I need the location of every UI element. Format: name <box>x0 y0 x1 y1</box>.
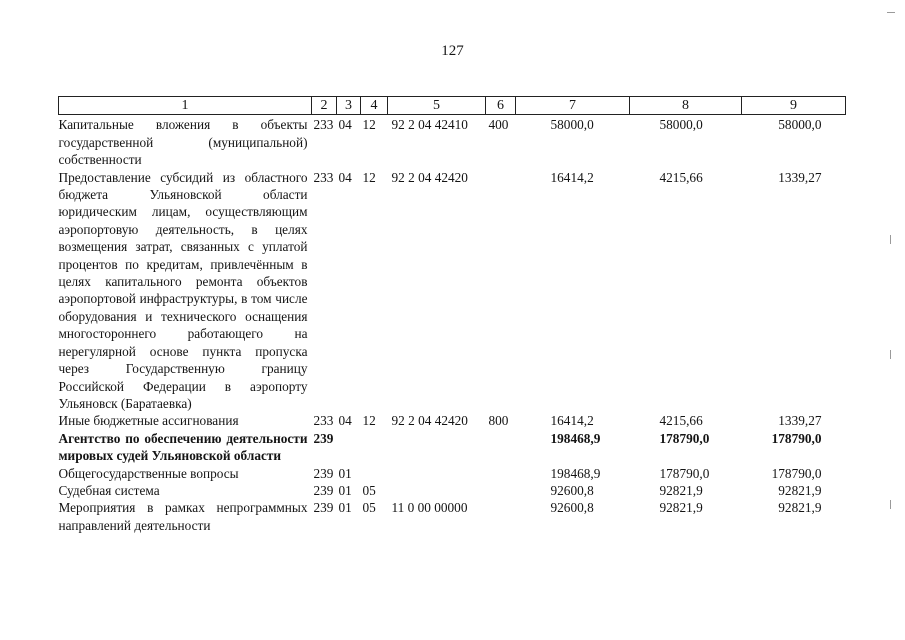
row-value-cell-c9: 1339,27 <box>778 413 822 429</box>
row-value-cell-c6 <box>486 499 516 534</box>
row-value-cell-c7: 16414,2 <box>550 169 594 185</box>
col-header-4: 4 <box>361 97 388 115</box>
row-value-cell-c3: 04 <box>338 169 352 185</box>
row-value-cell-c3: 04 <box>338 117 352 133</box>
row-value-cell-c7: 198468,9 <box>550 430 601 446</box>
row-value-cell-c6: 400 <box>488 117 509 133</box>
table-row <box>59 465 846 482</box>
row-value-cell-c5: 92 2 04 42420 <box>391 169 468 185</box>
row-value-cell-c8: 58000,0 <box>659 117 703 133</box>
row-value-cell-c4 <box>361 430 388 465</box>
col-header-1: 1 <box>59 97 312 115</box>
row-value-cell-c2: 239 <box>313 465 334 481</box>
row-value-cell-c5 <box>388 482 486 499</box>
row-value-cell-c3: 01 <box>338 482 352 498</box>
row-name-cell: Иные бюджетные ассигнования <box>58 413 239 429</box>
row-value-cell-c5: 11 0 00 00000 <box>391 500 468 516</box>
row-value-cell-c8: 178790,0 <box>659 465 710 481</box>
row-name-cell: Судебная система <box>58 482 160 498</box>
table-row <box>59 482 846 499</box>
row-value-cell-c8: 92821,9 <box>659 500 703 516</box>
row-value-cell-c9: 178790,0 <box>771 430 822 446</box>
row-value-cell-c3 <box>337 430 361 465</box>
row-value-cell-c2: 239 <box>313 500 334 516</box>
scan-edge-mark <box>890 235 891 244</box>
row-value-cell-c6 <box>486 482 516 499</box>
row-value-cell-c7: 16414,2 <box>550 413 594 429</box>
row-name-cell: Агентство по обеспечению деятельности мировых судей Ульяновской области <box>58 430 308 464</box>
row-value-cell-c9: 178790,0 <box>771 465 822 481</box>
row-name-cell: Мероприятия в рамках непрограммных направлений деятельности <box>58 500 308 533</box>
row-name-cell: Капитальные вложения в объекты государственной (муниципальной) собственности <box>58 117 308 168</box>
row-value-cell-c3: 04 <box>338 413 352 429</box>
row-value-cell-c6: 800 <box>488 413 509 429</box>
row-value-cell-c3: 01 <box>338 465 352 481</box>
row-value-cell-c4: 12 <box>362 169 376 185</box>
row-value-cell-c8: 4215,66 <box>659 413 703 429</box>
table-row <box>59 115 846 169</box>
row-value-cell-c6 <box>486 465 516 482</box>
row-value-cell-c5: 92 2 04 42420 <box>391 413 468 429</box>
row-value-cell-c8: 92821,9 <box>659 482 703 498</box>
row-name-cell: Общегосударственные вопросы <box>58 465 239 481</box>
scan-edge-mark <box>887 12 895 13</box>
row-value-cell-c4 <box>361 465 388 482</box>
col-header-2: 2 <box>312 97 337 115</box>
col-header-8: 8 <box>630 97 742 115</box>
row-value-cell-c4: 12 <box>362 117 376 133</box>
row-value-cell-c4: 05 <box>362 500 376 516</box>
row-value-cell-c7: 92600,8 <box>550 482 594 498</box>
table-row <box>59 169 846 413</box>
row-value-cell-c4: 12 <box>362 413 376 429</box>
page-number: 127 <box>441 43 464 59</box>
row-value-cell-c7: 198468,9 <box>550 465 601 481</box>
col-header-5: 5 <box>388 97 486 115</box>
row-value-cell-c3: 01 <box>338 500 352 516</box>
table-row <box>59 430 846 465</box>
row-value-cell-c2: 233 <box>313 413 334 429</box>
header-row <box>59 97 846 115</box>
scan-edge-mark <box>890 500 891 509</box>
table-body <box>59 115 846 534</box>
row-value-cell-c6 <box>486 169 516 413</box>
row-value-cell-c2: 233 <box>313 117 334 133</box>
col-header-7: 7 <box>516 97 630 115</box>
col-header-9: 9 <box>742 97 846 115</box>
row-value-cell-c2: 239 <box>313 482 334 498</box>
row-value-cell-c5: 92 2 04 42410 <box>391 117 468 133</box>
row-value-cell-c9: 92821,9 <box>778 500 822 516</box>
scan-edge-mark <box>890 350 891 359</box>
table-row <box>59 412 846 429</box>
row-value-cell-c5 <box>388 465 486 482</box>
row-value-cell-c5 <box>388 430 486 465</box>
row-name-cell: Предоставление субсидий из областного бюджета Ульяновской области юридическим лицам, осуществляющим аэропортовую деятельность, в целях возмещения затрат, связанных с уплатой процентов по кредитам, привлечённым в целях капитального ремонта объектов аэропортовой инфраструктуры, в том числе оборудования и технического оснащения многостороннего работающего на нерегулярной основе пункта пропуска через Государственную границу Российской Федерации в аэропорту Ульяновск (Баратаевка) <box>58 169 308 411</box>
row-value-cell-c2: 239 <box>313 430 334 446</box>
row-value-cell-c8: 178790,0 <box>659 430 710 446</box>
row-value-cell-c9: 92821,9 <box>778 482 822 498</box>
row-value-cell-c7: 92600,8 <box>550 500 594 516</box>
row-value-cell-c9: 58000,0 <box>778 117 822 133</box>
budget-table <box>58 96 846 534</box>
row-value-cell-c2: 233 <box>313 169 334 185</box>
table-row <box>59 499 846 534</box>
row-value-cell-c8: 4215,66 <box>659 169 703 185</box>
row-value-cell-c7: 58000,0 <box>550 117 594 133</box>
row-value-cell-c6 <box>486 430 516 465</box>
col-header-3: 3 <box>337 97 361 115</box>
col-header-6: 6 <box>486 97 516 115</box>
row-value-cell-c4: 05 <box>362 482 376 498</box>
row-value-cell-c9: 1339,27 <box>778 169 822 185</box>
